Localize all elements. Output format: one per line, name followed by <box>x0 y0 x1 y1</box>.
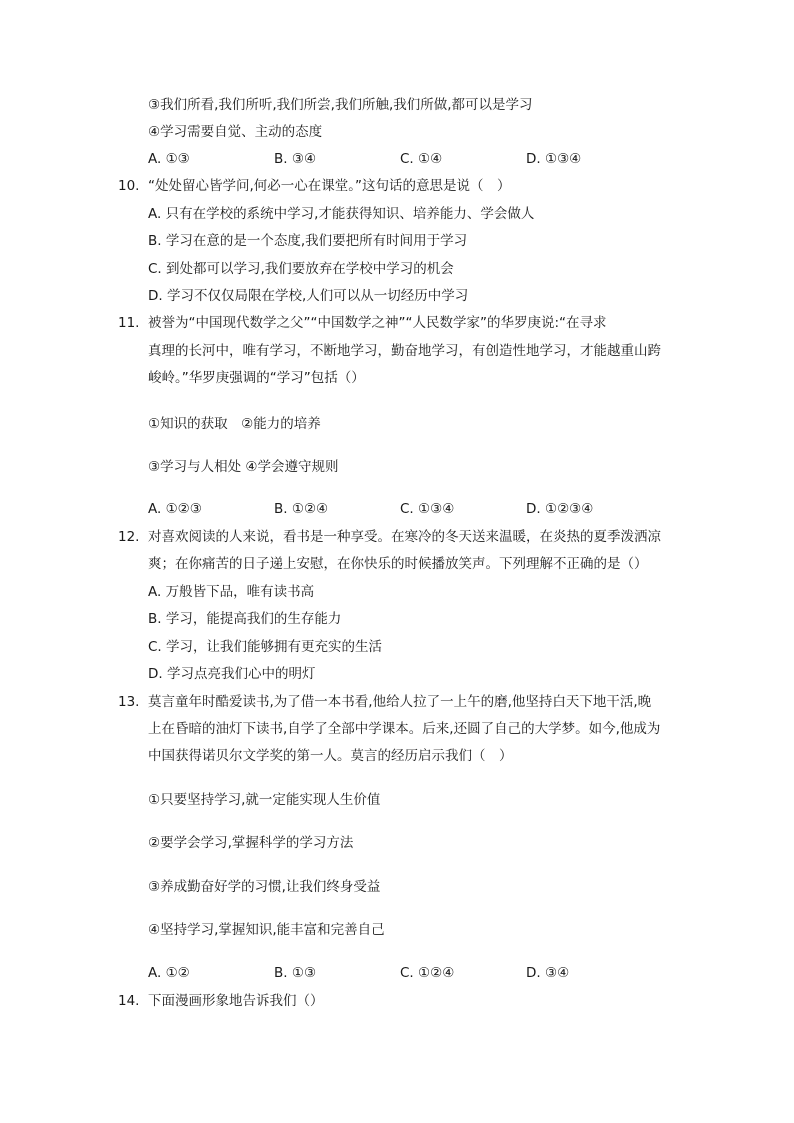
q12-stem-line-1: 对喜欢阅读的人来说，看书是一种享受。在寒冷的冬天送来温暖，在炎热的夏季泼洒凉 <box>148 529 661 545</box>
q11-number: 11. <box>118 315 140 331</box>
q13-stem-line-3: 中国获得诺贝尔文学奖的第一人。莫言的经历启示我们（ ） <box>148 748 513 764</box>
q14-stem: 下面漫画形象地告诉我们（） <box>148 993 324 1009</box>
q13-option-d: D. ③④ <box>526 965 570 981</box>
q13-item-2: ②要学会学习,掌握科学的学习方法 <box>148 835 354 851</box>
q11-option-d: D. ①②③④ <box>526 501 594 517</box>
q10-option-d: D. 学习不仅仅局限在学校,人们可以从一切经历中学习 <box>148 288 469 304</box>
q9-option-c: C. ①④ <box>400 151 443 167</box>
q11-stem-line-3: 峻岭。”华罗庚强调的“学习”包括（） <box>148 370 365 386</box>
q10-option-b: B. 学习在意的是一个态度,我们要把所有时间用于学习 <box>148 233 468 249</box>
q11-option-a: A. ①②③ <box>148 501 202 517</box>
q12-option-b: B. 学习，能提高我们的生存能力 <box>148 611 342 627</box>
q10-number: 10. <box>118 178 140 194</box>
q12-stem-line-2: 爽；在你痛苦的日子递上安慰，在你快乐的时候播放笑声。下列理解不正确的是（） <box>148 556 648 572</box>
q13-stem-line-1: 莫言童年时酷爱读书,为了借一本书看,他给人拉了一上午的磨,他坚持白天下地干活,晚 <box>148 694 652 710</box>
q11-stem-line-1: 被誉为“中国现代数学之父”“中国数学之神”“人民数学家”的华罗庚说:“在寻求 <box>148 315 607 331</box>
q9-option-a: A. ①③ <box>148 151 190 167</box>
q14-number: 14. <box>118 993 140 1009</box>
q9-option-b: B. ③④ <box>274 151 317 167</box>
q12-option-a: A. 万般皆下品，唯有读书高 <box>148 584 315 600</box>
q9-option-d: D. ①③④ <box>526 151 582 167</box>
q13-option-c: C. ①②④ <box>400 965 455 981</box>
q10-option-a: A. 只有在学校的系统中学习,才能获得知识、培养能力、学会做人 <box>148 206 535 222</box>
q13-item-3: ③养成勤奋好学的习惯,让我们终身受益 <box>148 879 381 895</box>
q13-item-1: ①只要坚持学习,就一定能实现人生价值 <box>148 792 381 808</box>
q12-option-c: C. 学习，让我们能够拥有更充实的生活 <box>148 639 383 655</box>
q12-option-d: D. 学习点亮我们心中的明灯 <box>148 666 316 682</box>
q13-option-a: A. ①② <box>148 965 190 981</box>
q11-stem-line-2: 真理的长河中，唯有学习，不断地学习，勤奋地学习，有创造性地学习，才能越重山跨 <box>148 343 661 359</box>
q13-item-4: ④坚持学习,掌握知识,能丰富和完善自己 <box>148 922 385 938</box>
q10-option-c: C. 到处都可以学习,我们要放弃在学校中学习的机会 <box>148 261 454 277</box>
q11-option-c: C. ①③④ <box>400 501 455 517</box>
q10-stem: “处处留心皆学问,何必一心在课堂。”这句话的意思是说（ ） <box>148 178 511 194</box>
q13-option-b: B. ①③ <box>274 965 317 981</box>
q11-option-b: B. ①②④ <box>274 501 329 517</box>
q11-items-line-1: ①知识的获取 ②能力的培养 <box>148 416 321 432</box>
q9-item-3: ③我们所看,我们所听,我们所尝,我们所触,我们所做,都可以是学习 <box>148 97 533 113</box>
q13-number: 13. <box>118 694 140 710</box>
q12-number: 12. <box>118 529 140 545</box>
q9-item-4: ④学习需要自觉、主动的态度 <box>148 124 323 140</box>
q13-stem-line-2: 上在昏暗的油灯下读书,自学了全部中学课本。后来,还圆了自己的大学梦。如今,他成为 <box>148 721 661 737</box>
q11-items-line-2: ③学习与人相处 ④学会遵守规则 <box>148 459 339 475</box>
